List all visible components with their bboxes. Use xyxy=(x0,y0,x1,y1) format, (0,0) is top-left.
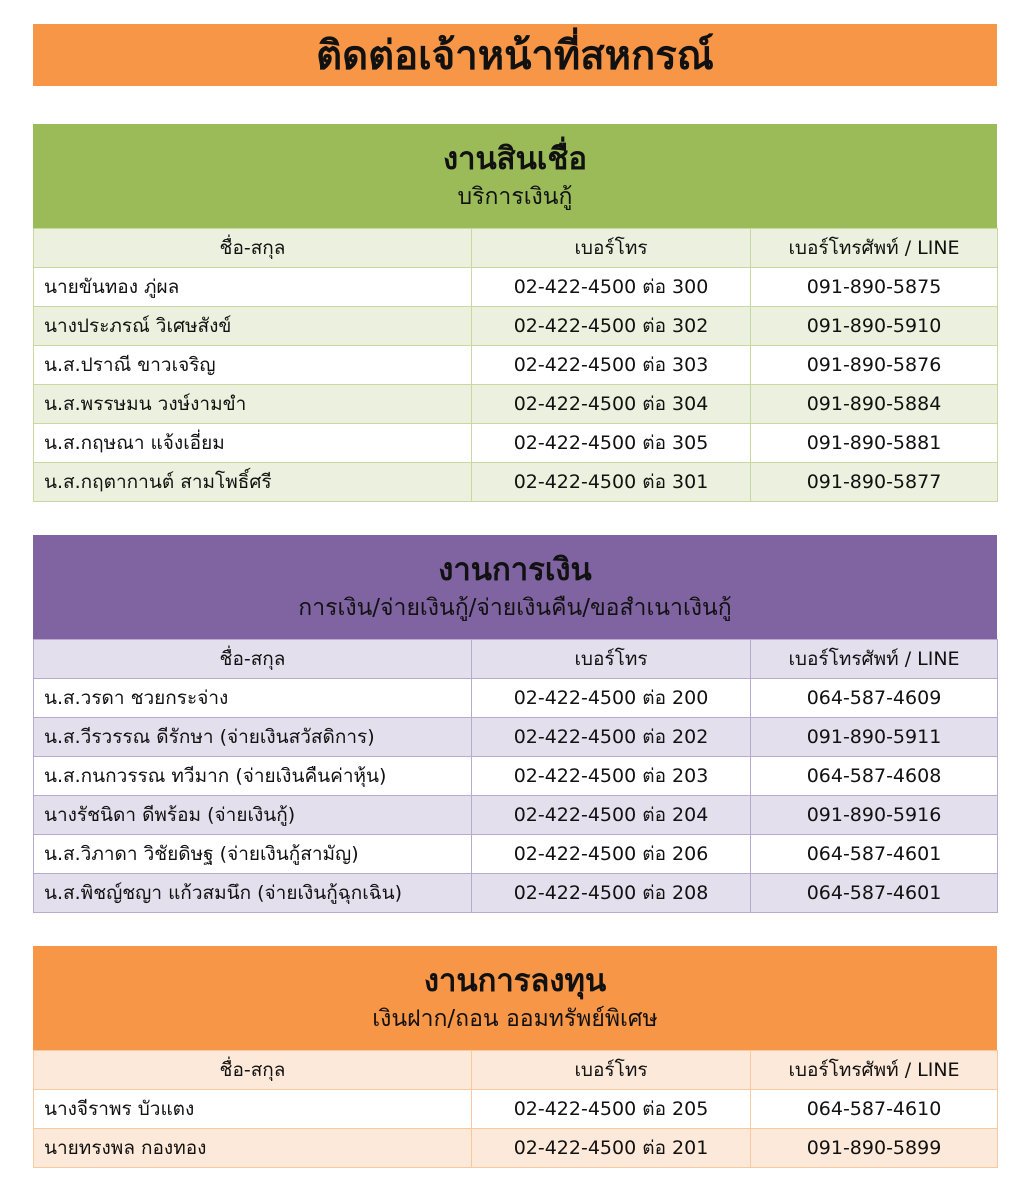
contact-table xyxy=(33,1050,998,1168)
table-row xyxy=(34,757,998,796)
column-header-name: ชื่อ-สกุล xyxy=(34,229,472,268)
contact-table xyxy=(33,639,998,913)
contact-phone: 02-422-4500 ต่อ 200 xyxy=(472,679,751,718)
contact-name: น.ส.วรดา ชวยกระจ่าง xyxy=(34,679,472,718)
contact-mobile: 064-587-4610 xyxy=(751,1090,998,1129)
table-header-row xyxy=(34,640,998,679)
table-row xyxy=(34,463,998,502)
column-header-mobile: เบอร์โทรศัพท์ / LINE xyxy=(751,1051,998,1090)
contact-phone: 02-422-4500 ต่อ 202 xyxy=(472,718,751,757)
contact-name: นางจีราพร บัวแตง xyxy=(34,1090,472,1129)
contact-mobile: 064-587-4608 xyxy=(751,757,998,796)
contact-name: น.ส.กฤษณา แจ้งเอี่ยม xyxy=(34,424,472,463)
table-row xyxy=(34,307,998,346)
contact-mobile: 091-890-5881 xyxy=(751,424,998,463)
contact-name: น.ส.วีรวรรณ ดีรักษา (จ่ายเงินสวัสดิการ) xyxy=(34,718,472,757)
table-row xyxy=(34,874,998,913)
contact-mobile: 064-587-4609 xyxy=(751,679,998,718)
contact-phone: 02-422-4500 ต่อ 304 xyxy=(472,385,751,424)
table-row xyxy=(34,718,998,757)
section-investment xyxy=(33,946,997,1168)
section-subtitle: เงินฝาก/ถอน ออมทรัพย์พิเศษ xyxy=(372,1006,658,1032)
contact-mobile: 064-587-4601 xyxy=(751,835,998,874)
contact-name: น.ส.พรรษมน วงษ์งามขำ xyxy=(34,385,472,424)
table-row xyxy=(34,1090,998,1129)
contact-name: นายขันทอง ภู่ผล xyxy=(34,268,472,307)
contact-name: น.ส.ปราณี ขาวเจริญ xyxy=(34,346,472,385)
column-header-mobile: เบอร์โทรศัพท์ / LINE xyxy=(751,640,998,679)
contact-phone: 02-422-4500 ต่อ 300 xyxy=(472,268,751,307)
table-row xyxy=(34,796,998,835)
section-subtitle: การเงิน/จ่ายเงินกู้/จ่ายเงินคืน/ขอสำเนาเงินกู้ xyxy=(298,595,732,621)
section-header xyxy=(33,124,997,228)
contact-phone: 02-422-4500 ต่อ 208 xyxy=(472,874,751,913)
table-row xyxy=(34,835,998,874)
contact-name: นางประภรณ์ วิเศษสังข์ xyxy=(34,307,472,346)
section-title: งานการเงิน xyxy=(438,552,592,588)
contact-name: น.ส.กฤตากานต์ สามโพธิ์ศรี xyxy=(34,463,472,502)
table-row xyxy=(34,679,998,718)
contact-table xyxy=(33,228,998,502)
contact-mobile: 091-890-5916 xyxy=(751,796,998,835)
table-row xyxy=(34,268,998,307)
page-title: ติดต่อเจ้าหน้าที่สหกรณ์ xyxy=(33,24,997,86)
table-row xyxy=(34,424,998,463)
contact-mobile: 091-890-5884 xyxy=(751,385,998,424)
contact-name: นายทรงพล กองทอง xyxy=(34,1129,472,1168)
section-header xyxy=(33,946,997,1050)
contact-mobile: 091-890-5877 xyxy=(751,463,998,502)
contact-phone: 02-422-4500 ต่อ 301 xyxy=(472,463,751,502)
contact-mobile: 091-890-5911 xyxy=(751,718,998,757)
table-header-row xyxy=(34,229,998,268)
contact-name: น.ส.กนกวรรณ ทวีมาก (จ่ายเงินคืนค่าหุ้น) xyxy=(34,757,472,796)
contact-phone: 02-422-4500 ต่อ 204 xyxy=(472,796,751,835)
table-header-row xyxy=(34,1051,998,1090)
contact-mobile: 064-587-4601 xyxy=(751,874,998,913)
section-finance xyxy=(33,535,997,913)
contact-name: นางรัชนิดา ดีพร้อม (จ่ายเงินกู้) xyxy=(34,796,472,835)
section-title: งานสินเชื่อ xyxy=(442,141,588,177)
column-header-name: ชื่อ-สกุล xyxy=(34,1051,472,1090)
contact-phone: 02-422-4500 ต่อ 203 xyxy=(472,757,751,796)
table-row xyxy=(34,1129,998,1168)
contact-name: น.ส.วิภาดา วิชัยดิษฐ (จ่ายเงินกู้สามัญ) xyxy=(34,835,472,874)
column-header-mobile: เบอร์โทรศัพท์ / LINE xyxy=(751,229,998,268)
section-credit xyxy=(33,124,997,502)
contact-mobile: 091-890-5910 xyxy=(751,307,998,346)
column-header-phone: เบอร์โทร xyxy=(472,1051,751,1090)
column-header-phone: เบอร์โทร xyxy=(472,640,751,679)
contact-phone: 02-422-4500 ต่อ 201 xyxy=(472,1129,751,1168)
column-header-name: ชื่อ-สกุล xyxy=(34,640,472,679)
contact-name: น.ส.พิชญ์ชญา แก้วสมนึก (จ่ายเงินกู้ฉุกเฉิน) xyxy=(34,874,472,913)
contact-phone: 02-422-4500 ต่อ 302 xyxy=(472,307,751,346)
table-row xyxy=(34,385,998,424)
contact-phone: 02-422-4500 ต่อ 303 xyxy=(472,346,751,385)
contact-mobile: 091-890-5876 xyxy=(751,346,998,385)
section-header xyxy=(33,535,997,639)
contact-mobile: 091-890-5875 xyxy=(751,268,998,307)
column-header-phone: เบอร์โทร xyxy=(472,229,751,268)
section-subtitle: บริการเงินกู้ xyxy=(457,184,573,210)
section-title: งานการลงทุน xyxy=(423,963,607,999)
table-row xyxy=(34,346,998,385)
contact-phone: 02-422-4500 ต่อ 206 xyxy=(472,835,751,874)
contact-mobile: 091-890-5899 xyxy=(751,1129,998,1168)
contact-phone: 02-422-4500 ต่อ 305 xyxy=(472,424,751,463)
contact-phone: 02-422-4500 ต่อ 205 xyxy=(472,1090,751,1129)
